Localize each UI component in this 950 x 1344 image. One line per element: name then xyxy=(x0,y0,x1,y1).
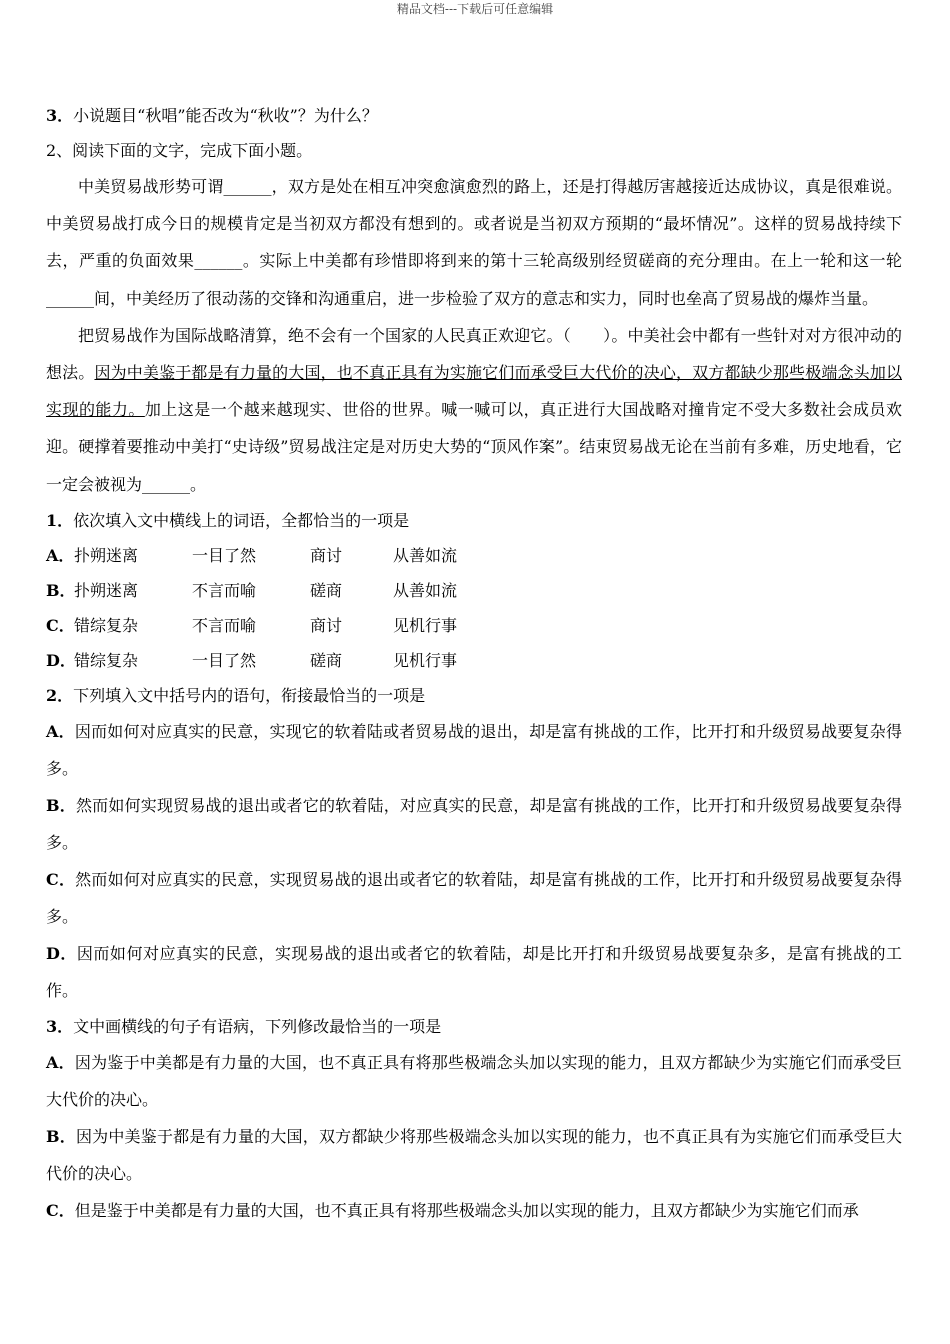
question-text: 依次填入文中横线上的词语，全都恰当的一项是 xyxy=(73,510,410,530)
option-row xyxy=(46,643,902,678)
option-item xyxy=(46,713,902,787)
question-text: 文中画横线的句子有语病，下列修改最恰当的一项是 xyxy=(73,1016,442,1036)
option-word: 磋商 xyxy=(310,650,343,670)
question-number: 3． xyxy=(46,1016,74,1036)
option-text: 因而如何对应真实的民意，实现它的软着陆或者贸易战的退出，却是富有挑战的工作，比开打和升级贸易战要复杂得多。 xyxy=(46,721,902,778)
option-row xyxy=(46,608,902,643)
prev-question xyxy=(46,98,902,133)
option-row xyxy=(46,538,902,573)
option-item xyxy=(46,935,902,1009)
question-3-stem xyxy=(46,1009,902,1044)
option-label: A． xyxy=(46,721,75,741)
option-label: C． xyxy=(46,869,76,889)
option-label: D． xyxy=(46,943,77,963)
section-title: 2、阅读下面的文字，完成下面小题。 xyxy=(46,141,313,160)
option-word: 一目了然 xyxy=(192,545,257,565)
option-text: 然而如何对应真实的民意，实现贸易战的退出或者它的软着陆，却是富有挑战的工作，比开打和升级贸易战要复杂得多。 xyxy=(46,869,902,926)
passage-paragraph-1: 中美贸易战形势可谓______，双方是处在相互冲突愈演愈烈的路上，还是打得越厉害越接近达成协议，真是很难说。中美贸易战打成今日的规模肯定是当初双方都没有想到的。或者说是当初双方预期的“最坏情况”。这样的贸易战持续下去，严重的负面效果______。实际上中美都有珍惜即将到来的第十三轮高级别经贸磋商的充分理由。在上一轮和这一轮______间，中美经历了很动荡的交锋和沟通重启，进一步检验了双方的意志和实力，同时也垒高了贸易战的爆炸当量。 xyxy=(46,177,902,308)
option-label: A． xyxy=(46,545,75,565)
question-number: 1． xyxy=(46,510,74,530)
option-label: C． xyxy=(46,615,75,635)
question-1-stem xyxy=(46,503,902,538)
option-text: 因为鉴于中美都是有力量的大国，也不真正具有将那些极端念头加以实现的能力，且双方都缺少为实施它们而承受巨大代价的决心。 xyxy=(46,1052,902,1109)
option-word: 扑朔迷离 xyxy=(74,580,139,600)
option-word: 扑朔迷离 xyxy=(74,545,139,565)
page-header: 精品文档---下载后可任意编辑 xyxy=(396,2,554,16)
option-item xyxy=(46,1044,902,1118)
option-word: 从善如流 xyxy=(393,580,458,600)
option-label: A． xyxy=(46,1052,75,1072)
option-word: 错综复杂 xyxy=(74,615,139,635)
option-word: 从善如流 xyxy=(393,545,458,565)
option-item xyxy=(46,787,902,861)
passage-text: 加上这是一个越来越现实、世俗的世界。喊一喊可以，真正进行大国战略对撞肯定不受大多数社会成员欢迎。硬撑着要推动中美打“史诗级”贸易战注定是对历史大势的“顶风作案”。结束贸易战无论在当前有多难，历史地看，它一定会被视为______。 xyxy=(46,400,902,494)
passage-paragraph-2 xyxy=(46,317,902,503)
option-item xyxy=(46,1118,902,1192)
question-text: 下列填入文中括号内的语句，衔接最恰当的一项是 xyxy=(73,685,426,705)
option-label: B． xyxy=(46,795,76,815)
question-text: 小说题目“秋唱”能否改为“秋收”？为什么？ xyxy=(73,106,378,125)
question-number: 3． xyxy=(46,106,74,125)
option-item xyxy=(46,861,902,935)
option-word: 商讨 xyxy=(310,545,343,565)
option-word: 磋商 xyxy=(310,580,343,600)
option-row xyxy=(46,573,902,608)
underlined-sentence: 因为中美鉴于都是有力量的大国，也不真正具有为实施它们而承受巨大代价的决心，双方都缺少那些极端念头加以实现的能力。 xyxy=(46,363,902,420)
option-text: 因为中美鉴于都是有力量的大国，双方都缺少将那些极端念头加以实现的能力，也不真正具有为实施它们而承受巨大代价的决心。 xyxy=(46,1126,902,1183)
option-word: 见机行事 xyxy=(393,615,458,635)
option-text: 然而如何实现贸易战的退出或者它的软着陆，对应真实的民意，却是富有挑战的工作，比开打和升级贸易战要复杂得多。 xyxy=(46,795,902,852)
option-word: 不言而喻 xyxy=(192,615,257,635)
option-label: C． xyxy=(46,1200,75,1220)
option-label: D． xyxy=(46,650,76,670)
option-word: 商讨 xyxy=(310,615,343,635)
option-word: 见机行事 xyxy=(393,650,458,670)
option-word: 错综复杂 xyxy=(74,650,139,670)
question-number: 2． xyxy=(46,685,74,705)
option-word: 不言而喻 xyxy=(192,580,257,600)
document-body xyxy=(46,98,902,1229)
option-text: 因而如何对应真实的民意，实现易战的退出或者它的软着陆，却是比开打和升级贸易战要复杂多，是富有挑战的工作。 xyxy=(46,943,902,1000)
option-text: 但是鉴于中美都是有力量的大国，也不真正具有将那些极端念头加以实现的能力，且双方都缺少为实施它们而承 xyxy=(74,1200,859,1220)
question-2-stem xyxy=(46,678,902,713)
option-label: B． xyxy=(46,1126,76,1146)
option-item xyxy=(46,1192,902,1229)
passage-text: 把贸易战作为国际战略清算，绝不会有一个国家的人民真正欢迎它。（ ）。中美社会中都有一些针对对方很冲动的想法。 xyxy=(46,325,902,383)
option-label: B． xyxy=(46,580,76,600)
option-word: 一目了然 xyxy=(192,650,257,670)
